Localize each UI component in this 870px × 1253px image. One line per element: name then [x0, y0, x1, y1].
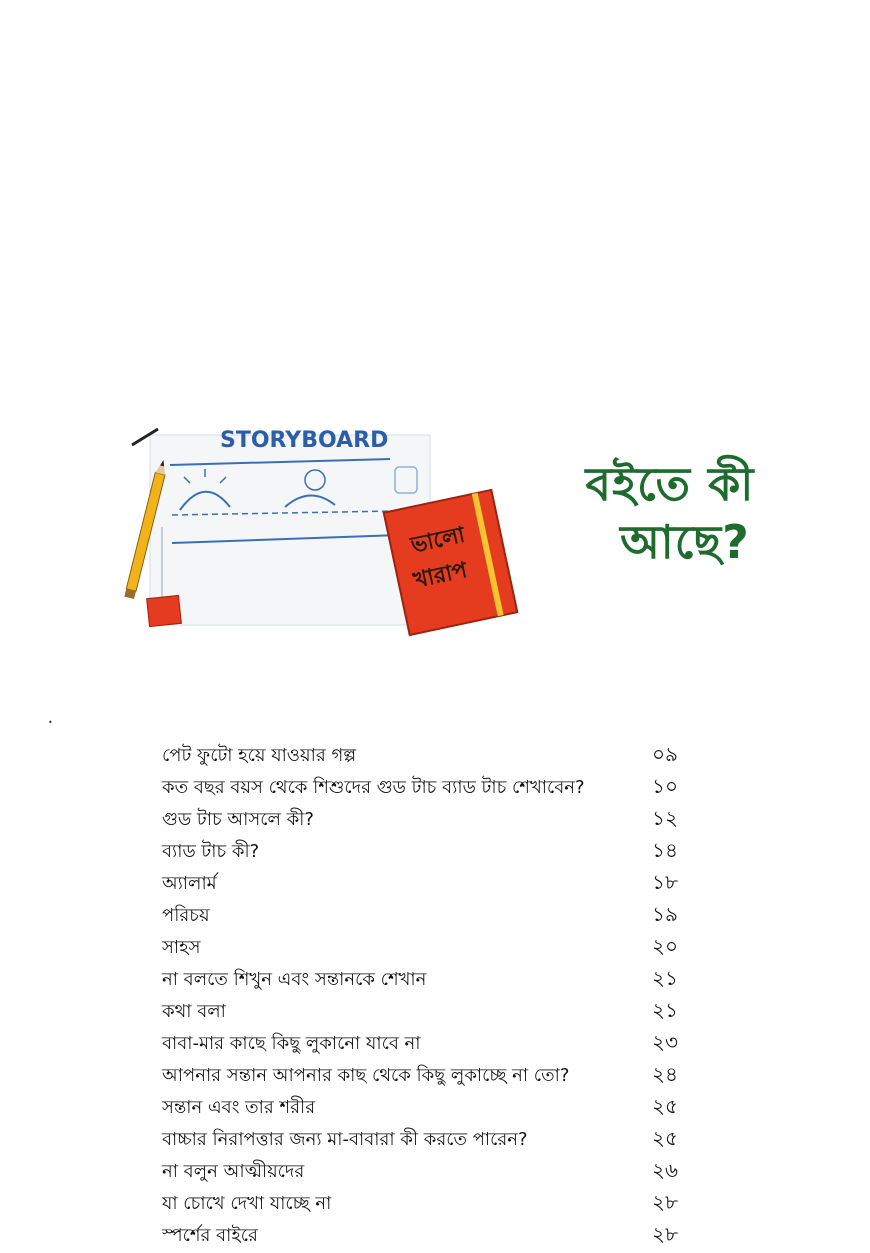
toc-entry-page: ২১	[652, 997, 678, 1022]
toc-entry-page: ১০	[652, 773, 678, 798]
toc-row	[162, 1220, 702, 1252]
toc-entry-page: ১৯	[652, 901, 678, 926]
toc-row	[162, 772, 702, 804]
toc-entry-page: ২৮	[652, 1221, 678, 1246]
toc-row	[162, 1092, 702, 1124]
toc-entry-page: ২৪	[652, 1061, 678, 1086]
toc-row	[162, 804, 702, 836]
heading-line-1: বইতে কী	[585, 457, 755, 511]
toc-entry-page: ২৫	[652, 1125, 678, 1150]
toc-entry-title: কত বছর বয়স থেকে শিশুদের গুড টাচ ব্যাড টাচ শেখাবেন?	[162, 776, 585, 798]
toc-row	[162, 1028, 702, 1060]
toc-entry-title: কথা বলা	[162, 1000, 226, 1022]
toc-entry-title: স্পর্শের বাইরে	[162, 1224, 258, 1246]
toc-entry-title: না বলুন আত্মীয়দের	[162, 1160, 305, 1182]
storyboard-label: STORYBOARD	[220, 428, 389, 453]
toc-row	[162, 1060, 702, 1092]
toc-entry-title: পরিচয়	[162, 904, 210, 926]
toc-row	[162, 740, 702, 772]
toc-row	[162, 900, 702, 932]
toc-entry-page: ১৪	[652, 837, 678, 862]
storyboard-illustration	[110, 415, 540, 645]
toc-row	[162, 836, 702, 868]
toc-row	[162, 964, 702, 996]
toc-row	[162, 868, 702, 900]
toc-row	[162, 1124, 702, 1156]
heading-line-2: আছে?	[620, 515, 750, 569]
toc-row	[162, 1156, 702, 1188]
toc-row	[162, 932, 702, 964]
toc-entry-page: ১৮	[652, 869, 678, 894]
toc-entry-page: ২৮	[652, 1189, 678, 1214]
toc-entry-title: সন্তান এবং তার শরীর	[162, 1096, 316, 1118]
stray-mark: •	[48, 718, 53, 727]
toc-entry-title: আপনার সন্তান আপনার কাছ থেকে কিছু লুকাচ্ছে না তো?	[162, 1064, 570, 1086]
toc-entry-title: পেট ফুটো হয়ে যাওয়ার গল্প	[162, 744, 357, 766]
toc-entry-title: যা চোখে দেখা যাচ্ছে না	[162, 1192, 332, 1214]
toc-entry-page: ২৬	[652, 1157, 679, 1182]
toc-entry-page: ০৯	[652, 741, 678, 766]
toc-entry-title: না বলতে শিখুন এবং সন্তানকে শেখান	[162, 968, 427, 990]
toc-entry-title: বাবা-মার কাছে কিছু লুকানো যাবে না	[162, 1032, 421, 1054]
page-heading	[560, 455, 780, 571]
toc-entry-title: গুড টাচ আসলে কী?	[162, 808, 314, 830]
toc-entry-page: ২৫	[652, 1093, 678, 1118]
book-title-line2: খারাপ	[411, 558, 470, 594]
toc-entry-page: ১২	[652, 805, 678, 830]
toc-row	[162, 1188, 702, 1220]
toc-entry-title: অ্যালার্ম	[162, 872, 217, 894]
toc-entry-page: ২৩	[652, 1029, 679, 1054]
book-title-line1: ভালো	[408, 522, 468, 559]
eraser-icon	[147, 595, 182, 626]
toc-row	[162, 996, 702, 1028]
toc-entry-page: ২১	[652, 965, 678, 990]
table-of-contents	[162, 740, 702, 1252]
toc-entry-page: ২০	[652, 933, 679, 958]
toc-entry-title: সাহস	[162, 936, 201, 958]
toc-entry-title: বাচ্চার নিরাপত্তার জন্য মা-বাবারা কী করতে পারেন?	[162, 1128, 528, 1150]
toc-entry-title: ব্যাড টাচ কী?	[162, 840, 260, 862]
